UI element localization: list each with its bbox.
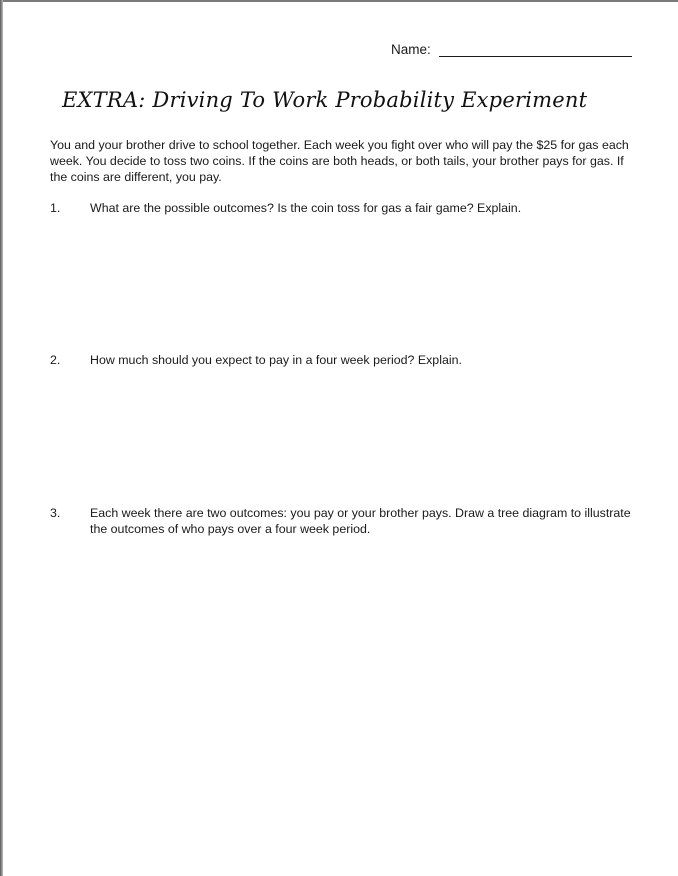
question-3 (50, 505, 635, 537)
worksheet-title: EXTRA: Driving To Work Probability Experiment (62, 88, 588, 112)
question-number: 1. (50, 201, 61, 215)
name-label: Name: (391, 42, 431, 57)
name-field (391, 42, 632, 57)
question-number: 2. (50, 353, 61, 367)
page-top-edge (0, 0, 678, 2)
question-1 (50, 200, 635, 216)
question-2 (50, 352, 635, 368)
question-text: How much should you expect to pay in a four week period? Explain. (90, 353, 462, 367)
page-left-edge (0, 0, 3, 876)
question-number: 3. (50, 506, 61, 520)
intro-paragraph: You and your brother drive to school together. Each week you fight over who will pay the $25 for gas each week. You decide to toss two coins. If the coins are both heads, or both tails, your brother pays for gas. If the coins are different, you pay. (50, 138, 629, 184)
question-text: Each week there are two outcomes: you pay or your brother pays. Draw a tree diagram to illustrate the outcomes of who pays over a four week period. (90, 506, 631, 536)
name-blank-line[interactable] (439, 42, 632, 57)
question-text: What are the possible outcomes? Is the coin toss for gas a fair game? Explain. (90, 201, 522, 215)
